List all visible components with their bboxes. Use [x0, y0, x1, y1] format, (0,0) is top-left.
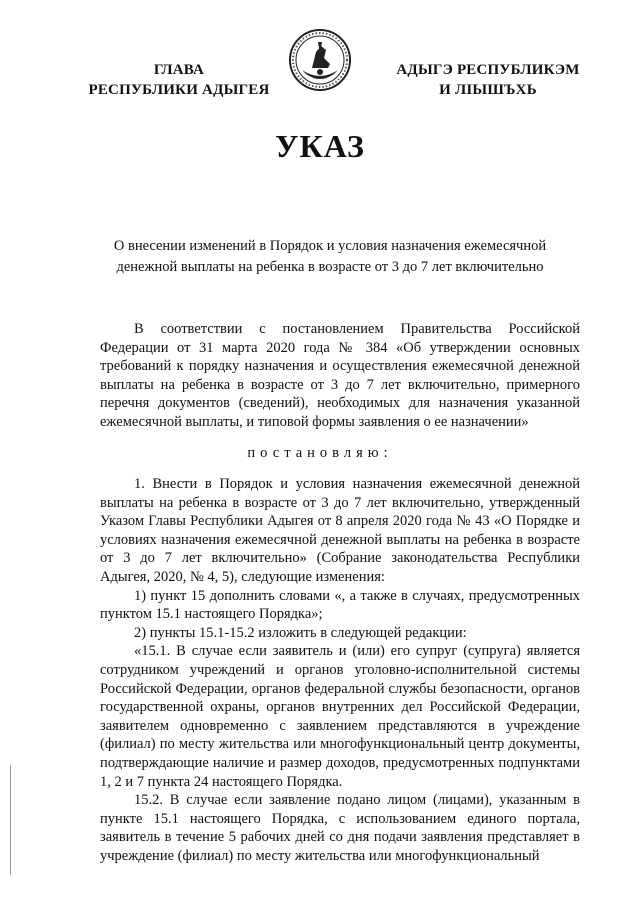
preamble-text: В соответствии с постановлением Правительства Российской Федерации от 31 марта 2020 года № 384 «Об утверждении основных требований к порядку назначения и осуществления ежемесячной денежной выплаты на ребенка в возрасте от 3 до 7 лет включительно, примерного перечня документов (сведений), необходимых для назначения указанной ежемесячной выплаты, и типовой формы заявления о ее назначении» — [100, 321, 580, 430]
paragraph-4: «15.1. В случае если заявитель и (или) его супруг (супруга) является сотрудником учреждений и органов уголовно-исполнительной системы Российской Федерации, органов федеральной службы безопасности, органов государственной охраны, органов внутренних дел Российской Федерации, заявителем одновременно с заявлением представляются в учреждение (филиал) по месту жительства или многофункциональный центр документы, подтверждающие наличие и размер доходов, предусмотренных подпунктами 1, 2 и 7 пункта 24 настоящего Порядка. — [100, 643, 580, 790]
document-title — [80, 236, 580, 278]
header-right-line2: И ЛІЫШЪХЬ — [439, 82, 537, 98]
paragraph-3: 2) пункты 15.1-15.2 изложить в следующей редакции: — [134, 624, 467, 641]
header-right-line1: АДЫГЭ РЕСПУБЛИКЭМ — [396, 62, 580, 78]
title-line-1: О внесении изменений в Порядок и условия назначения ежемесячной — [113, 238, 547, 254]
title-line-2: денежной выплаты на ребенка в возрасте от 3 до 7 лет включительно — [116, 259, 544, 275]
paragraph-1: 1. Внести в Порядок и условия назначения ежемесячной денежной выплаты на ребенка в возрасте от 3 до 7 лет включительно, утвержденный Указом Главы Республики Адыгея от 8 апреля 2020 года № 43 «О Порядке и условиях назначения ежемесячной денежной выплаты на ребенка в возрасте от 3 до 7 лет включительно» (Собрание законодательства Республики Адыгея, 2020, № 4, 5), следующие изменения: — [100, 476, 580, 585]
scan-margin-line — [10, 765, 11, 875]
header-left-line1: ГЛАВА — [153, 62, 205, 78]
paragraph-5: 15.2. В случае если заявление подано лицом (лицами), указанным в пункте 15.1 настоящего Порядка, с использованием единого портала, заявитель в течение 5 рабочих дней со дня подачи заявления представляет в учреждение (филиал) по месту жительства или многофункциональный — [100, 792, 580, 864]
header-left — [84, 60, 274, 100]
document-type: УКАЗ — [275, 128, 365, 164]
header-right — [388, 60, 588, 100]
coat-of-arms-emblem-icon — [288, 28, 352, 92]
decree-body — [100, 475, 580, 865]
paragraph-2: 1) пункт 15 дополнить словами «, а также в случаях, предусмотренных пунктом 15.1 настоящего Порядка»; — [100, 587, 580, 623]
preamble — [100, 320, 580, 432]
decree-word: постановляю: — [247, 445, 393, 461]
header-left-line2: РЕСПУБЛИКИ АДЫГЕЯ — [88, 82, 270, 98]
